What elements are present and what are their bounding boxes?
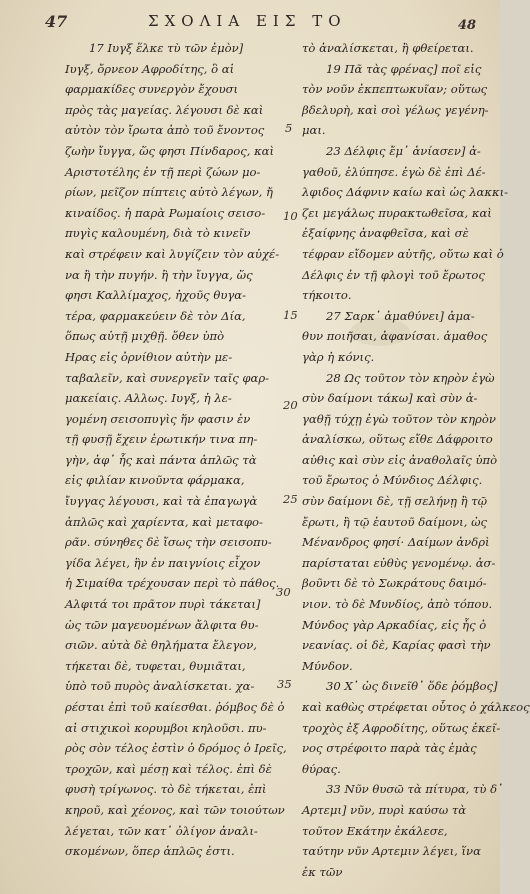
text-line: τῇ φυσῇ ἔχειν ἐρωτικήν τινα πη- xyxy=(65,432,258,447)
text-line: ρᾶν. σύνηθες δὲ ἴσως τὴν σεισοπυ- xyxy=(65,535,272,550)
text-line: 33 Νῦν θυσῶ τὰ πίτυρα, τὺ δ᾽ xyxy=(326,782,503,797)
text-line: νιον. τὸ δὲ Μυνδίος, ἀπὸ τόπου. xyxy=(302,597,493,612)
text-line: τροχὸς ἐξ Αφροδίτης, οὕτως ἐκεῖ- xyxy=(302,720,501,735)
margin-line-number: 25 xyxy=(283,492,298,506)
text-line: Αριστοτέλης ἐν τῇ περὶ ζώων μο- xyxy=(65,164,261,179)
text-line: τέφραν εἴδομεν αὐτῆς, οὕτω καὶ ὁ xyxy=(302,246,504,261)
text-line: Μύνδος γὰρ Αρκαδίας, εἰς ἧς ὁ xyxy=(302,617,487,632)
text-line: τέρα, φαρμακεύειν δὲ τὸν Δία, xyxy=(65,308,246,323)
text-line: βδελυρὴ, καὶ σοὶ γέλως γεγένη- xyxy=(302,102,489,117)
right-text-column xyxy=(302,38,530,882)
text-line: πρὸς τὰς μαγείας. λέγουσι δὲ καὶ xyxy=(65,102,264,117)
text-line: νος στρέφοιτο παρὰ τὰς ἐμὰς xyxy=(302,741,477,756)
left-page-number: 47 xyxy=(45,12,68,31)
margin-line-number: 10 xyxy=(283,209,298,223)
text-line: παρίσταται εὐθὺς γενομένῳ. ἀσ- xyxy=(302,555,496,570)
text-line: εἰς φιλίαν κινοῦντα φάρμακα, xyxy=(65,473,245,488)
text-line: γομένη σεισοπυγὶς ἥν φασιν ἐν xyxy=(65,411,251,426)
text-line: 27 Σαρκ᾽ ἀμαθύνει] ἀμα- xyxy=(326,308,475,323)
text-line: σιῶν. αὐτὰ δὲ θηλήματα ἔλεγον, xyxy=(65,638,257,653)
text-line: ὑπὸ τοῦ πυρὸς ἀναλίσκεται. χα- xyxy=(65,679,255,694)
text-line: 19 Πᾶ τὰς φρένας] ποῖ εἰς xyxy=(326,61,482,76)
text-line: ταβαλεῖν, καὶ συνεργεῖν ταῖς φαρ- xyxy=(65,370,270,385)
text-line: λέγεται, τῶν κατ᾽ ὀλίγον ἀναλι- xyxy=(65,823,258,838)
text-line: τοῦτον Εκάτην ἐκάλεσε, xyxy=(302,823,448,838)
text-line: φησι Καλλίμαχος, ἠχοῦς θυγα- xyxy=(65,288,247,303)
text-line: τοῦ ἔρωτος ὁ Μύνδιος Δέλφις. xyxy=(302,473,483,488)
text-line: σὺν δαίμονι τάκω] καὶ σὺν ἀ- xyxy=(302,391,478,406)
text-line: ἴυγγας λέγουσι, καὶ τὰ ἐπαγωγὰ xyxy=(65,494,258,509)
text-line: γαθῇ τύχῃ ἐγὼ τοῦτον τὸν κηρὸν xyxy=(302,411,496,426)
text-line: φυσὴ τρίγωνος. τὸ δὲ τήκεται, ἐπὶ xyxy=(65,782,267,797)
text-line: Ηρας εἰς ὀρνίθιον αὐτὴν με- xyxy=(65,349,233,364)
margin-line-number: 35 xyxy=(277,677,292,691)
text-line: ζωὴν ἴυγγα, ὥς φησι Πίνδαρος, καὶ xyxy=(65,143,275,158)
left-text-column xyxy=(65,38,293,862)
text-line: γὰρ ἡ κόνις. xyxy=(302,349,375,364)
text-line: θυν ποιῆσαι, ἀφανίσαι. ἀμαθος xyxy=(302,329,488,344)
text-line: αὐτὸν τὸν ἴρωτα ἀπὸ τοῦ ἔνοντος xyxy=(65,123,265,138)
text-line: ὅπως αὐτῇ μιχθῇ. ὅθεν ὑπὸ xyxy=(65,329,225,344)
text-line: νεανίας. οἱ δὲ, Καρίας φασὶ τὴν xyxy=(302,638,491,653)
text-line: 28 Ως τοῦτον τὸν κηρὸν ἐγὼ xyxy=(326,370,495,385)
text-line: ρὸς σὸν τέλος ἐστὶν ὁ δρόμος ὁ Ιρεῖς, xyxy=(65,741,287,756)
text-line: τροχῶν, καὶ μέσῃ καὶ τέλος. ἐπὶ δὲ xyxy=(65,761,272,776)
margin-line-number: 5 xyxy=(285,121,293,135)
text-line: ρέσται ἐπὶ τοῦ καίεσθαι. ῥόμβος δὲ ὁ xyxy=(65,700,285,714)
text-line: 23 Δέλφις ἔμ᾽ ἀνίασεν] ἀ- xyxy=(326,143,481,158)
text-line: ἁπλῶς καὶ χαρίεντα, καὶ μεταφο- xyxy=(65,514,263,529)
text-line: πυγὶς καλουμένη, διὰ τὸ κινεῖν xyxy=(65,226,251,241)
text-line: 17 Ιυγξ ἕλκε τὺ τῶν ἐμὸν] xyxy=(89,41,244,55)
text-line: Μένανδρος φησί· Δαίμων ἀνδρὶ xyxy=(302,535,490,550)
margin-line-number: 15 xyxy=(283,308,298,322)
text-line: καὶ καθὼς στρέφεται οὗτος ὁ χάλκεος xyxy=(302,700,530,714)
text-line: Ιυγξ, ὄρνεον Αφροδίτης, ὃ αἱ xyxy=(65,61,235,76)
text-line: θύρας. xyxy=(302,761,341,776)
text-line: Μύνδον. xyxy=(302,658,353,673)
text-line: γαθοῦ, ἐλύπησε. ἐγὼ δὲ ἐπὶ Δέ- xyxy=(302,164,486,179)
text-line: Αλφιτά τοι πρᾶτον πυρὶ τάκεται] xyxy=(65,597,261,612)
text-line: βοῦντι δὲ τὸ Σωκράτους δαιμό- xyxy=(302,576,487,591)
text-line: ζει μεγάλως πυρακτωθεῖσα, καὶ xyxy=(302,205,492,220)
text-line: Δέλφις ἐν τῇ φλογὶ τοῦ ἔρωτος xyxy=(302,267,485,282)
text-line: ταύτην νῦν Αρτεμιν λέγει, ἵνα xyxy=(302,844,481,859)
text-line: κηροῦ, καὶ χέονος, καὶ τῶν τοιούτων xyxy=(65,802,285,817)
text-line: τὸν νοῦν ἐκπεπτωκυῖαν; οὕτως xyxy=(302,82,488,97)
text-line: μακείαις. Αλλως. Ιυγξ, ἡ λε- xyxy=(65,391,232,406)
text-line: ἔρωτι, ἢ τῷ ἑαυτοῦ δαίμονι, ὡς xyxy=(302,514,488,529)
text-line: να ἢ τὴν πυγήν. ἢ τὴν ἴυγγα, ὥς xyxy=(65,267,253,282)
text-line: ἐκ τῶν xyxy=(302,864,343,879)
text-line: 30 Χ᾽ ὡς δινεῖθ᾽ ὅδε ῥόμβος] xyxy=(326,679,498,694)
text-line: καὶ στρέφειν καὶ λυγίζειν τὸν αὐχέ- xyxy=(65,246,280,261)
text-line: κιναίδος. ἡ παρὰ Ρωμαίοις σεισο- xyxy=(65,205,266,220)
text-line: λφιδος Δάφνιν καίω καὶ ὡς λακκι- xyxy=(302,185,509,200)
text-line: αὐθις καὶ σὺν εἰς ἀναθολαῖς ὑπὸ xyxy=(302,452,498,467)
text-line: ὡς τῶν μαγευομένων ἄλφιτα θυ- xyxy=(65,617,259,632)
right-page-number: 48 xyxy=(458,18,477,33)
text-line: ἀναλίσκω, οὕτως εἴθε Δάφροιτο xyxy=(302,432,493,447)
text-line: ἡ Σιμαίθα τρέχουσαν περὶ τὸ πάθος. xyxy=(65,576,280,591)
text-line: σκομένων, ὅπερ ἁπλῶς ἐστι. xyxy=(65,844,235,859)
text-line: τήκεται δὲ, τυφεται, θυμιᾶται, xyxy=(65,658,246,673)
text-line: γίδα λέγει, ἣν ἐν παιγνίοις εἶχον xyxy=(65,555,261,570)
text-line: γὴν, ἀφ᾽ ἧς καὶ πάντα ἁπλῶς τὰ xyxy=(65,452,257,467)
text-line: μαι. xyxy=(302,123,326,138)
text-line: τήκοιτο. xyxy=(302,288,352,303)
running-head: ΣΧΟΛΙΑ ΕΙΣ ΤΟ xyxy=(148,12,347,30)
text-line: αἱ στιχικοὶ κορυμβοι κηλοῦσι. πυ- xyxy=(65,720,267,735)
text-line: ἐξαίφνης ἀναφθεῖσα, καὶ σὲ xyxy=(302,226,469,241)
text-line: τὸ ἀναλίσκεται, ἢ φθείρεται. xyxy=(302,41,474,55)
text-line: Αρτεμι] νῦν, πυρὶ καύσω τὰ xyxy=(302,802,467,817)
margin-line-number: 20 xyxy=(283,398,298,412)
text-line: σὺν δαίμονι δὲ, τῇ σελήνῃ ἢ τῷ xyxy=(302,494,488,509)
text-line: φαρμακίδες συνεργὸν ἔχουσι xyxy=(65,82,239,97)
text-line: ρίων, μεῖζον πίπτεις αὐτὸ λέγων, ἤ xyxy=(65,185,273,200)
margin-line-number: 30 xyxy=(276,585,291,599)
